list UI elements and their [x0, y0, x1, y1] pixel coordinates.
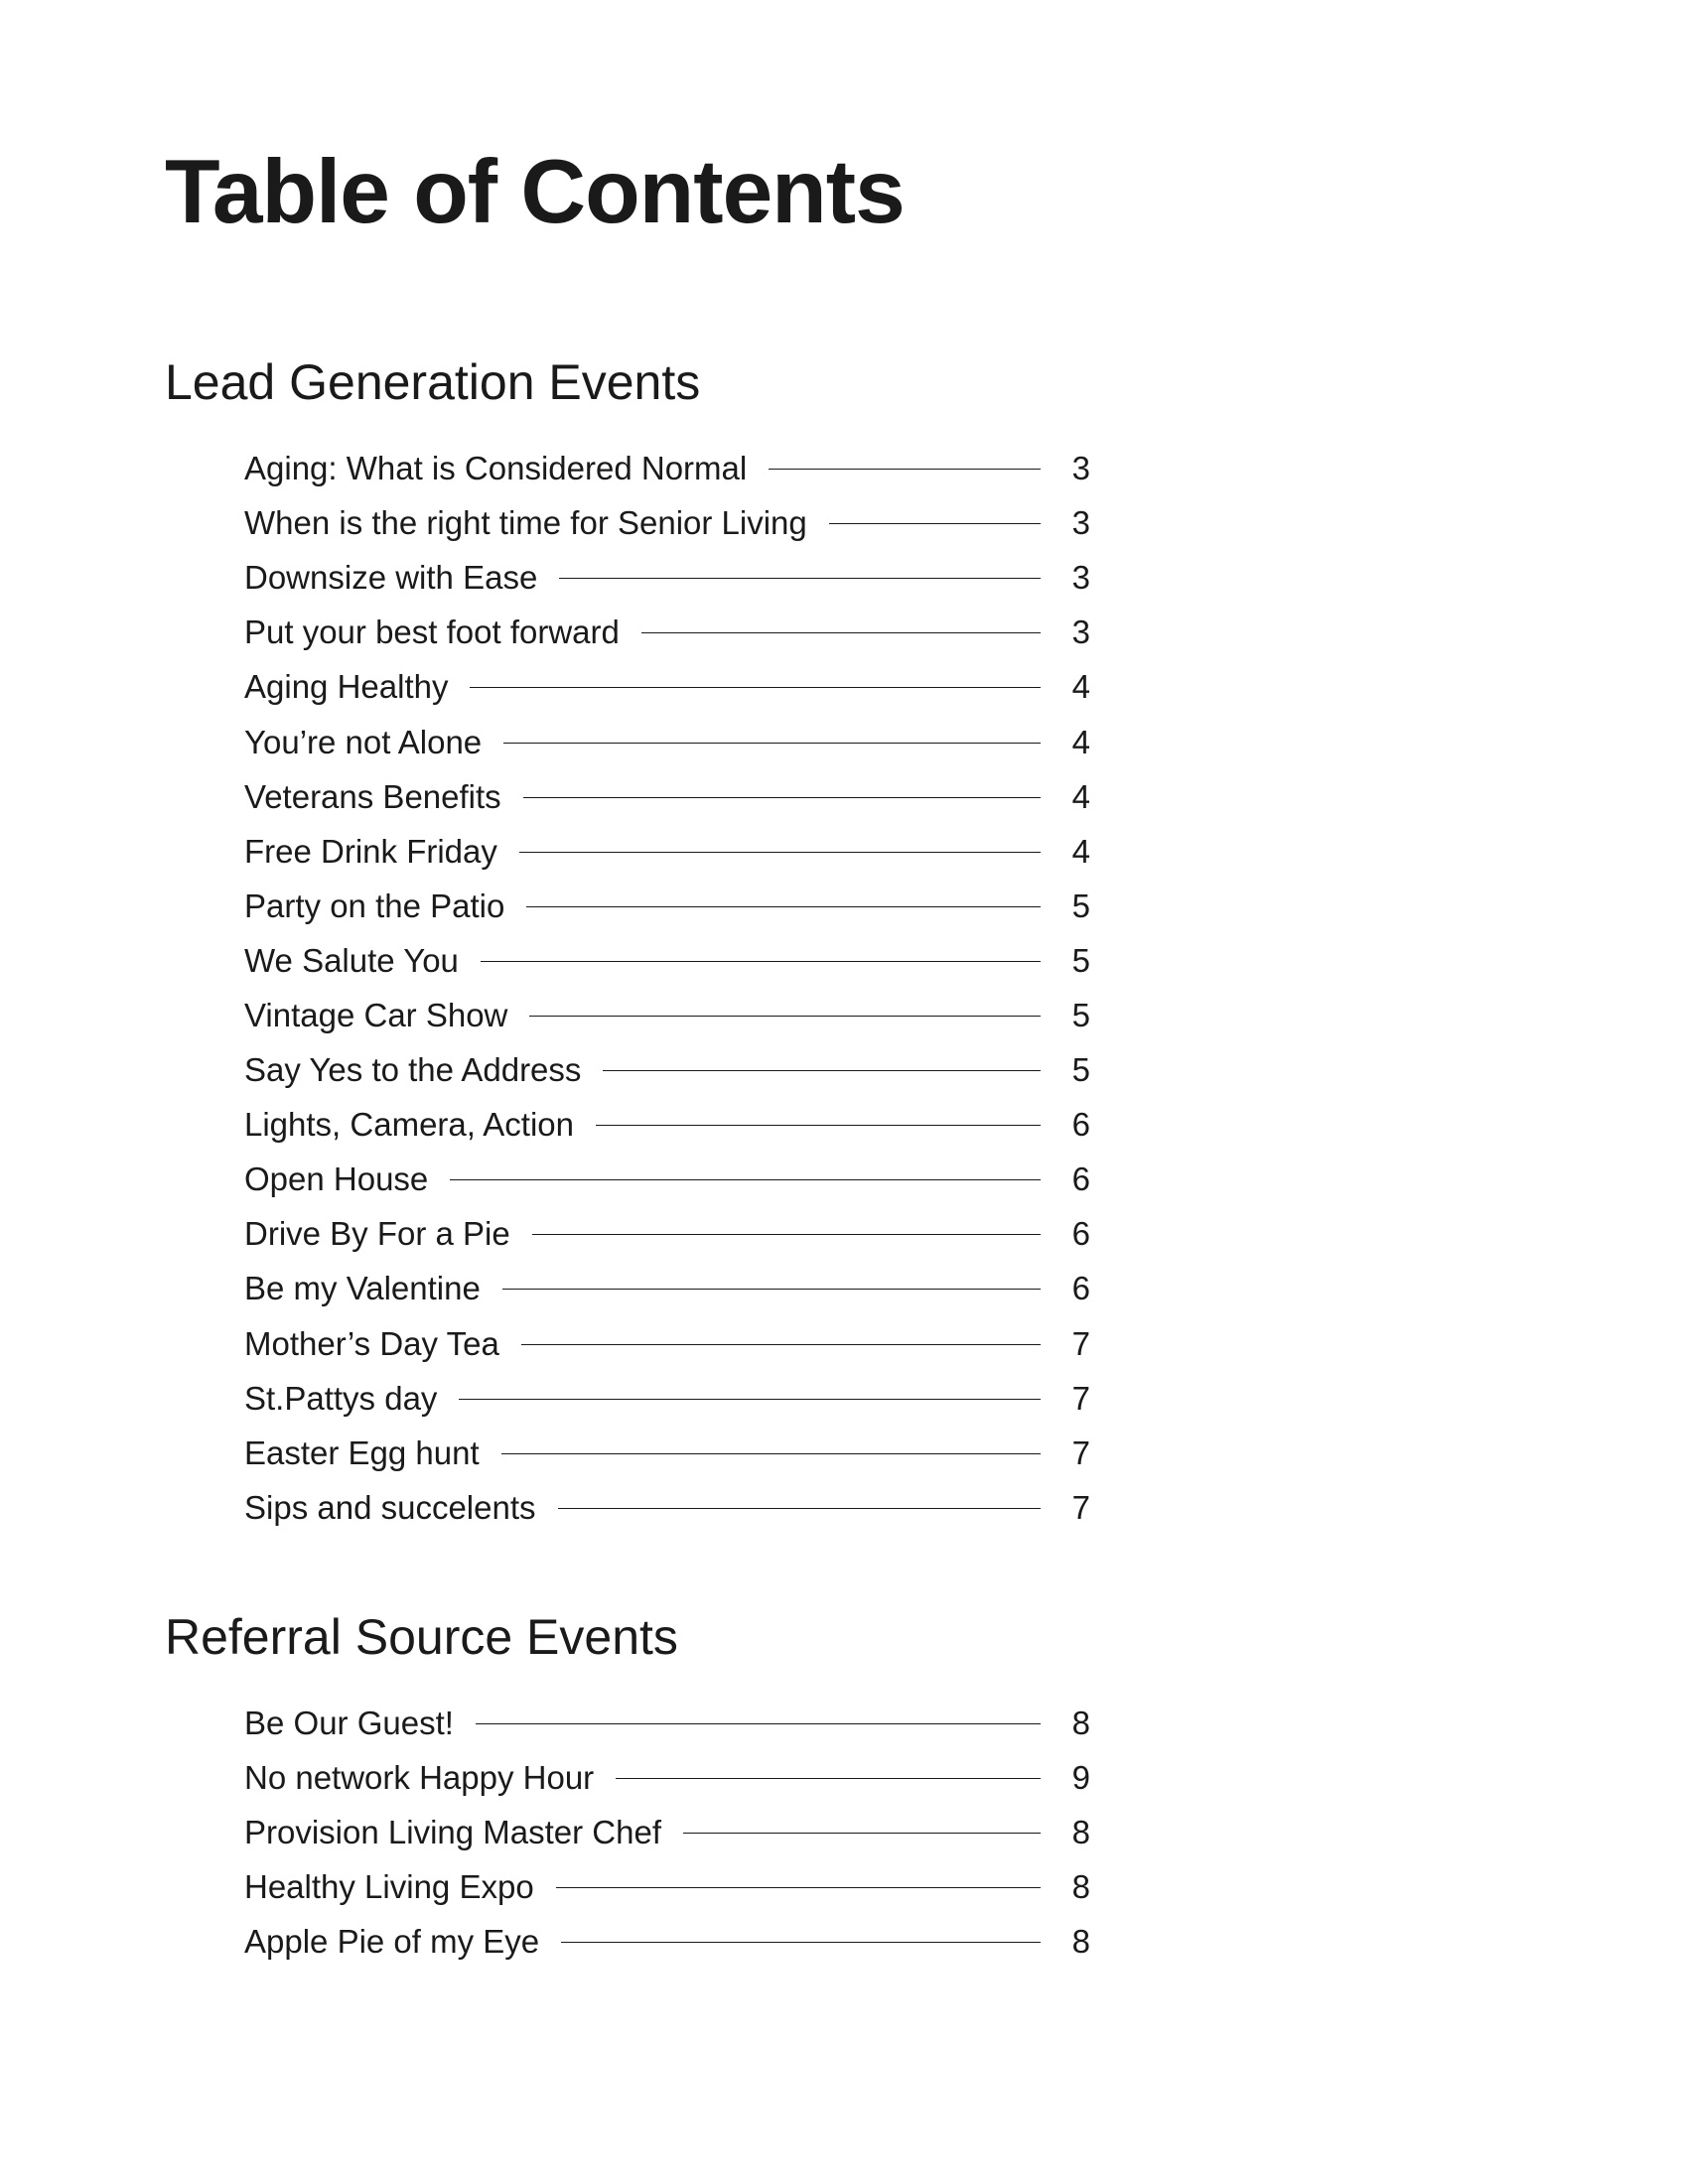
toc-page-number: 7	[1071, 1488, 1090, 1526]
toc-page-number: 6	[1071, 1270, 1090, 1307]
toc-entry-title: Say Yes to the Address	[244, 1051, 582, 1089]
toc-list	[244, 1696, 1090, 1969]
toc-entry	[244, 1371, 1090, 1426]
toc-entry	[244, 879, 1090, 933]
toc-leader-line	[476, 1723, 1041, 1724]
toc-entry	[244, 1097, 1090, 1152]
toc-entry	[244, 1480, 1090, 1535]
toc-page-number: 9	[1071, 1759, 1090, 1797]
toc-leader-line	[523, 797, 1041, 798]
toc-entry	[244, 1696, 1090, 1750]
toc-page-number: 3	[1071, 614, 1090, 651]
toc-page-number: 6	[1071, 1215, 1090, 1253]
toc-entry-title: Provision Living Master Chef	[244, 1814, 662, 1851]
toc-page-number: 4	[1071, 668, 1090, 706]
toc-leader-line	[481, 961, 1041, 962]
toc-page-number: 3	[1071, 559, 1090, 597]
toc-leader-line	[561, 1942, 1041, 1943]
toc-leader-line	[829, 523, 1041, 524]
toc-entry	[244, 769, 1090, 824]
toc-entry	[244, 1206, 1090, 1261]
toc-leader-line	[558, 1508, 1041, 1509]
toc-entry-title: You’re not Alone	[244, 723, 483, 760]
page-title: Table of Contents	[165, 142, 905, 242]
toc-leader-line	[603, 1070, 1041, 1071]
toc-entry-title: Be my Valentine	[244, 1270, 481, 1307]
toc-entry	[244, 1859, 1090, 1914]
toc-leader-line	[450, 1179, 1041, 1180]
toc-entry	[244, 988, 1090, 1042]
toc-page-number: 5	[1071, 996, 1090, 1033]
toc-entry-title: Be Our Guest!	[244, 1705, 454, 1742]
toc-leader-line	[641, 632, 1041, 633]
toc-leader-line	[559, 578, 1041, 579]
toc-entry	[244, 441, 1090, 495]
toc-entry-title: Veterans Benefits	[244, 777, 501, 815]
toc-leader-line	[769, 469, 1041, 470]
toc-entry-title: When is the right time for Senior Living	[244, 504, 807, 542]
toc-entry-title: Healthy Living Expo	[244, 1868, 534, 1906]
toc-entry	[244, 1805, 1090, 1859]
toc-entry-title: Easter Egg hunt	[244, 1433, 480, 1471]
section-lead-generation-events	[165, 351, 1118, 1526]
toc-entry	[244, 1261, 1090, 1315]
toc-leader-line	[616, 1778, 1041, 1779]
toc-page-number: 3	[1071, 504, 1090, 542]
toc-entry-title: St.Pattys day	[244, 1379, 438, 1417]
toc-leader-line	[503, 743, 1041, 744]
toc-entry-title: Drive By For a Pie	[244, 1215, 510, 1253]
toc-entry-title: Vintage Car Show	[244, 996, 508, 1033]
toc-entry-title: Open House	[244, 1160, 429, 1198]
toc-leader-line	[596, 1125, 1041, 1126]
toc-page-number: 6	[1071, 1160, 1090, 1198]
toc-leader-line	[556, 1887, 1041, 1888]
toc-entry	[244, 1750, 1090, 1805]
toc-page-number: 5	[1071, 941, 1090, 979]
toc-entry-title: Aging: What is Considered Normal	[244, 450, 748, 487]
toc-leader-line	[470, 687, 1041, 688]
toc-leader-line	[502, 1289, 1041, 1290]
toc-leader-line	[529, 1016, 1041, 1017]
toc-page-number: 8	[1071, 1814, 1090, 1851]
toc-page-number: 8	[1071, 1705, 1090, 1742]
toc-page-number: 4	[1071, 777, 1090, 815]
toc-entry	[244, 1914, 1090, 1969]
toc-leader-line	[532, 1234, 1041, 1235]
toc-page-number: 7	[1071, 1433, 1090, 1471]
toc-page-number: 5	[1071, 1051, 1090, 1089]
toc-page-number: 8	[1071, 1923, 1090, 1961]
toc-entry-title: Downsize with Ease	[244, 559, 538, 597]
toc-leader-line	[683, 1833, 1041, 1834]
toc-page-number: 5	[1071, 887, 1090, 924]
toc-leader-line	[501, 1453, 1041, 1454]
toc-page-number: 4	[1071, 723, 1090, 760]
section-heading: Lead Generation Events	[165, 354, 701, 410]
toc-entry	[244, 933, 1090, 988]
section-heading: Referral Source Events	[165, 1609, 678, 1665]
toc-leader-line	[521, 1344, 1041, 1345]
toc-entry-title: Mother’s Day Tea	[244, 1324, 499, 1362]
toc-entry	[244, 714, 1090, 768]
toc-page-number: 7	[1071, 1324, 1090, 1362]
toc-entry	[244, 550, 1090, 605]
toc-entry-title: We Salute You	[244, 941, 459, 979]
toc-entry-title: Apple Pie of my Eye	[244, 1923, 540, 1961]
toc-entry-title: Lights, Camera, Action	[244, 1106, 574, 1144]
toc-page-number: 8	[1071, 1868, 1090, 1906]
toc-page-number: 7	[1071, 1379, 1090, 1417]
toc-entry	[244, 659, 1090, 714]
toc-entry	[244, 1316, 1090, 1371]
toc-leader-line	[459, 1399, 1041, 1400]
toc-page-number: 3	[1071, 450, 1090, 487]
section-referral-source-events	[165, 1606, 1118, 1961]
toc-entry-title: Put your best foot forward	[244, 614, 620, 651]
toc-entry-title: Sips and succelents	[244, 1488, 536, 1526]
toc-entry	[244, 1152, 1090, 1206]
toc-leader-line	[519, 852, 1041, 853]
toc-entry-title: Party on the Patio	[244, 887, 505, 924]
toc-page-number: 6	[1071, 1106, 1090, 1144]
toc-entry	[244, 1042, 1090, 1097]
toc-entry	[244, 495, 1090, 550]
toc-page-number: 4	[1071, 832, 1090, 870]
toc-leader-line	[526, 906, 1041, 907]
toc-entry-title: Free Drink Friday	[244, 832, 497, 870]
toc-entry	[244, 824, 1090, 879]
toc-entry-title: Aging Healthy	[244, 668, 449, 706]
toc-entry	[244, 1426, 1090, 1480]
toc-list	[244, 441, 1090, 1535]
toc-entry	[244, 605, 1090, 659]
toc-entry-title: No network Happy Hour	[244, 1759, 595, 1797]
